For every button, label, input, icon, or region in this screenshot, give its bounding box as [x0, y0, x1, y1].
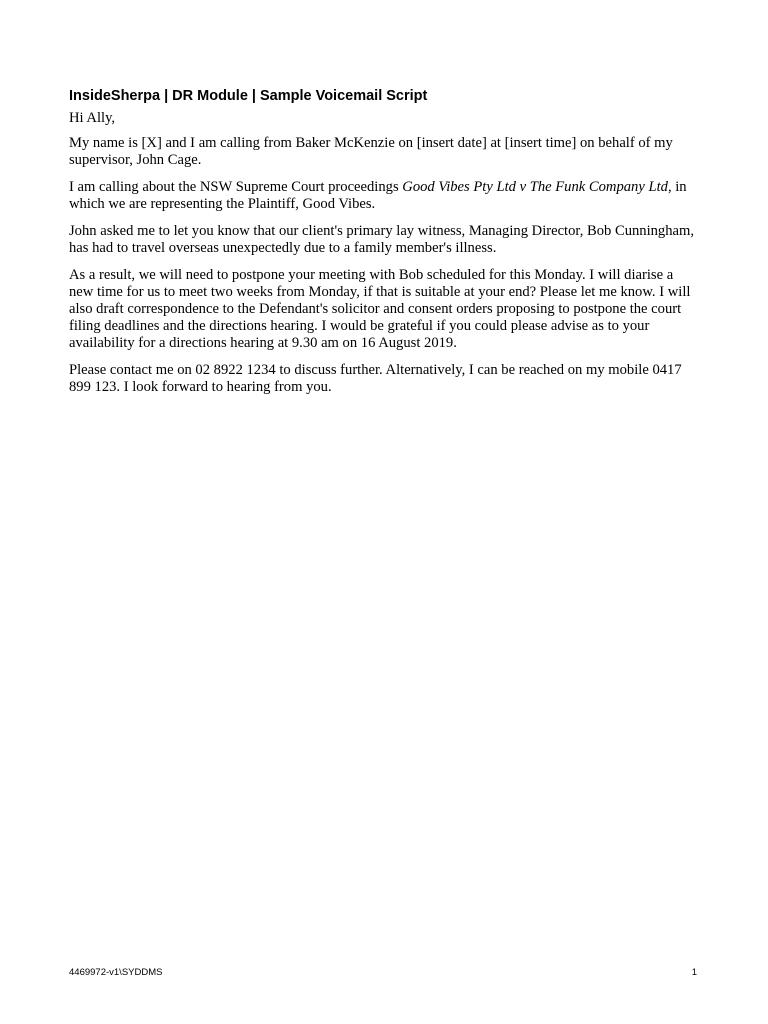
paragraph-proceedings-tail: , in which we are representing the Plaintiff, Good Vibes. [69, 179, 687, 212]
case-name: Good Vibes Pty Ltd v The Funk Company Ltd [402, 179, 668, 195]
paragraph-witness: John asked me to let you know that our client's primary lay witness, Managing Director, Bob Cunningham, has had to travel overseas unexpectedly due to a family member's illness. [69, 223, 695, 256]
document-body [69, 87, 701, 406]
greeting: Hi Ally, [69, 110, 116, 126]
footer-page-number: 1 [691, 967, 697, 978]
paragraph-proceedings [69, 179, 701, 213]
paragraph-contact: Please contact me on 02 8922 1234 to discuss further. Alternatively, I can be reached on my mobile 0417 899 123. I look forward to hearing from you. [69, 362, 682, 395]
document-title: InsideSherpa | DR Module | Sample Voicemail Script [69, 88, 428, 104]
paragraph-postponement: As a result, we will need to postpone your meeting with Bob scheduled for this Monday. I will diarise a new time for us to meet two weeks from Monday, if that is suitable at your end? Please let me know. I will also draft correspondence to the Defendant's solicitor and consent orders proposing to postpone the court filing deadlines and the directions hearing. I would be grateful if you could please advise as to your availability for a directions hearing at 9.30 am on 16 August 2019. [69, 267, 691, 351]
paragraph-proceedings-lead: I am calling about the NSW Supreme Court proceedings [69, 179, 403, 195]
footer-document-reference: 4469972-v1\SYDDMS [69, 967, 163, 978]
paragraph-introduction: My name is [X] and I am calling from Baker McKenzie on [insert date] at [insert time] on behalf of my supervisor, John Cage. [69, 135, 673, 168]
